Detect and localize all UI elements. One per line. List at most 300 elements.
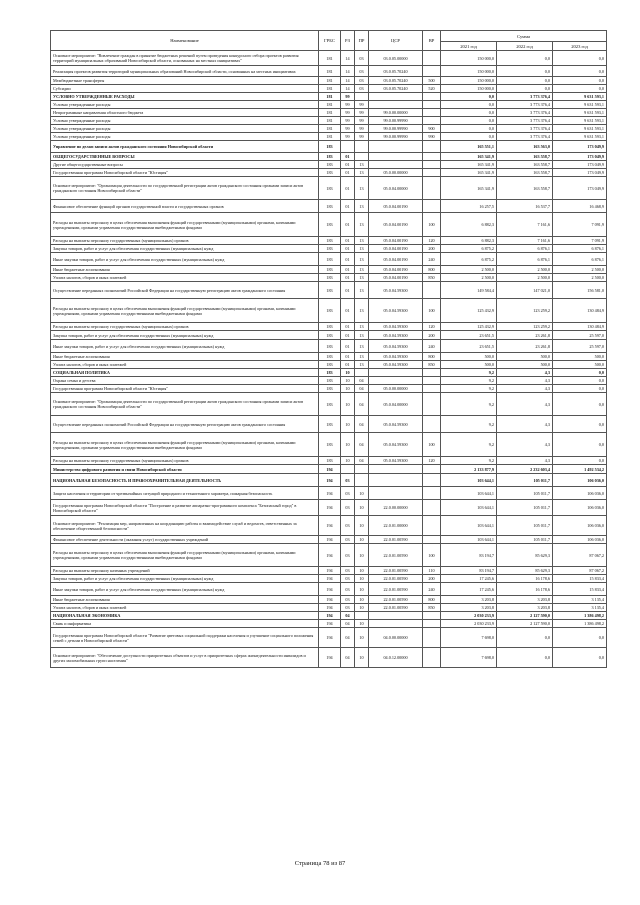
table-row: [51, 323, 607, 331]
row-vr: [423, 516, 441, 536]
row-rz: 01: [341, 299, 355, 323]
row-sum-2023: 9 631 593,1: [553, 101, 607, 109]
row-vr: 800: [423, 266, 441, 274]
table-row: [51, 353, 607, 361]
row-pr: [355, 369, 369, 377]
row-sum-2023: 9 631 593,1: [553, 109, 607, 117]
row-sum-2022: 4,3: [497, 377, 553, 385]
table-row: [51, 66, 607, 77]
row-name: СОЦИАЛЬНАЯ ПОЛИТИКА: [51, 369, 319, 377]
row-sum-2022: 3 773 376,4: [497, 125, 553, 133]
row-name: ОБЩЕГОСУДАРСТВЕННЫЕ ВОПРОСЫ: [51, 153, 319, 161]
row-name: Основное мероприятие: "Вовлечение граждан в принятие бюджетных решений путем проведения конкурсного отбора проектов развития территорий муниципальных образований Новосибирской области, основанных на местных инициативах": [51, 51, 319, 66]
row-sum-2021: 6 882,3: [441, 213, 497, 237]
row-grbs: 194: [319, 604, 341, 612]
row-name: Основное мероприятие: "Обеспечение доступности приоритетных объектов и услуг в приоритетных сферах жизнедеятельности инвалидов и других маломобильных групп населения": [51, 648, 319, 668]
row-sum-2022: 0,0: [497, 628, 553, 648]
row-grbs: 181: [319, 93, 341, 101]
row-grbs: 194: [319, 648, 341, 668]
row-sum-2022: 147 021,0: [497, 282, 553, 299]
row-sum-2022: 0,0: [497, 51, 553, 66]
row-vr: [423, 620, 441, 628]
row-name: Управление по делам записи актов гражданского состояния Новосибирской области: [51, 141, 319, 153]
row-vr: 100: [423, 299, 441, 323]
row-pr: 04: [355, 457, 369, 465]
row-name: Финансовое обеспечение функций органов государственной власти и государственных органов: [51, 200, 319, 213]
row-pr: [355, 612, 369, 620]
table-row: [51, 393, 607, 416]
row-pr: 10: [355, 583, 369, 596]
row-rz: 01: [341, 361, 355, 369]
row-grbs: 183: [319, 237, 341, 245]
row-sum-2023: 1 386 498,2: [553, 612, 607, 620]
table-row: [51, 628, 607, 648]
header-name: Наименование: [51, 31, 319, 51]
row-sum-2021: 0,0: [441, 125, 497, 133]
row-grbs: 194: [319, 465, 341, 474]
row-grbs: 183: [319, 416, 341, 433]
row-sum-2021: 103 644,1: [441, 500, 497, 516]
row-rz: 99: [341, 133, 355, 141]
row-sum-2021: 165 341,9: [441, 161, 497, 169]
row-vr: [423, 161, 441, 169]
row-csr: 05.0.04.00190: [369, 274, 423, 282]
row-pr: 13: [355, 282, 369, 299]
row-sum-2022: 2 500,0: [497, 274, 553, 282]
row-grbs: 181: [319, 109, 341, 117]
row-csr: 05.0.04.00000: [369, 177, 423, 200]
row-pr: 03: [355, 85, 369, 93]
row-csr: 05.0.04.59300: [369, 361, 423, 369]
row-pr: 04: [355, 416, 369, 433]
row-sum-2021: 2 133 877,9: [441, 465, 497, 474]
row-pr: 99: [355, 117, 369, 125]
row-grbs: 181: [319, 125, 341, 133]
row-sum-2023: 0,0: [553, 393, 607, 416]
row-vr: [423, 385, 441, 393]
row-pr: 13: [355, 323, 369, 331]
row-sum-2023: 500,0: [553, 353, 607, 361]
row-pr: 10: [355, 648, 369, 668]
row-sum-2023: 3 135,4: [553, 604, 607, 612]
row-pr: 10: [355, 500, 369, 516]
row-name: Иные закупки товаров, работ и услуг для обеспечения государственных (муниципальных) нужд: [51, 253, 319, 266]
row-vr: [423, 612, 441, 620]
row-rz: 03: [341, 516, 355, 536]
row-csr: [369, 377, 423, 385]
table-row: [51, 416, 607, 433]
row-sum-2022: 0,0: [497, 85, 553, 93]
row-sum-2023: 173 049,9: [553, 177, 607, 200]
row-grbs: 194: [319, 612, 341, 620]
row-name: Иные бюджетные ассигнования: [51, 266, 319, 274]
row-sum-2021: 6 882,3: [441, 237, 497, 245]
row-name: Закупка товаров, работ и услуг для обеспечения государственных (муниципальных) нужд: [51, 331, 319, 340]
row-sum-2021: 3 203,8: [441, 604, 497, 612]
row-rz: 10: [341, 385, 355, 393]
row-name: Условно утвержденные расходы: [51, 117, 319, 125]
row-csr: 03.0.05.70240: [369, 66, 423, 77]
row-vr: [423, 51, 441, 66]
row-csr: 05.0.04.00190: [369, 266, 423, 274]
table-row: [51, 361, 607, 369]
row-vr: [423, 648, 441, 668]
row-csr: 05.0.04.59300: [369, 433, 423, 457]
row-grbs: 183: [319, 361, 341, 369]
row-sum-2023: 156 581,0: [553, 282, 607, 299]
row-rz: 03: [341, 596, 355, 604]
table-row: [51, 604, 607, 612]
row-csr: 05.0.04.59300: [369, 353, 423, 361]
row-vr: [423, 177, 441, 200]
row-grbs: 181: [319, 117, 341, 125]
row-pr: 03: [355, 51, 369, 66]
row-pr: 10: [355, 575, 369, 583]
row-sum-2021: 0,0: [441, 93, 497, 101]
row-sum-2021: 7 698,0: [441, 628, 497, 648]
row-sum-2021: 23 651,5: [441, 340, 497, 353]
row-name: Связь и информатика: [51, 620, 319, 628]
row-name: Закупка товаров, работ и услуг для обеспечения государственных (муниципальных) нужд: [51, 575, 319, 583]
row-name: Государственная программа Новосибирской области "Развитие цветовых социальной поддержки населения и улучшение социального положения семей с детьми в Новосибирской области": [51, 628, 319, 648]
row-rz: 01: [341, 213, 355, 237]
row-vr: [423, 628, 441, 648]
row-sum-2021: 2 500,0: [441, 266, 497, 274]
row-sum-2022: 7 161,6: [497, 237, 553, 245]
row-name: Уплата налогов, сборов и иных платежей: [51, 604, 319, 612]
row-sum-2022: 0,0: [497, 648, 553, 668]
row-grbs: 194: [319, 516, 341, 536]
row-name: Расходы на выплаты персоналу государственных (муниципальных) органов: [51, 457, 319, 465]
row-rz: 99: [341, 117, 355, 125]
table-row: [51, 583, 607, 596]
row-csr: [369, 101, 423, 109]
table-row: [51, 385, 607, 393]
row-rz: 01: [341, 331, 355, 340]
row-pr: 13: [355, 266, 369, 274]
row-sum-2022: 0,0: [497, 77, 553, 85]
row-name: Осуществление переданных полномочий Российской Федерации на государственную регистрацию актов гражданского состояния: [51, 282, 319, 299]
row-sum-2022: 16 178,6: [497, 583, 553, 596]
row-name: УСЛОВНО УТВЕРЖДЕННЫЕ РАСХОДЫ: [51, 93, 319, 101]
row-csr: 22.0.01.00590: [369, 575, 423, 583]
row-sum-2022: 4,3: [497, 416, 553, 433]
row-vr: 240: [423, 253, 441, 266]
table-row: [51, 331, 607, 340]
row-grbs: 194: [319, 536, 341, 544]
row-name: Иные бюджетные ассигнования: [51, 596, 319, 604]
row-sum-2021: 2 500,0: [441, 274, 497, 282]
row-csr: 05.0.00.00000: [369, 385, 423, 393]
row-vr: 200: [423, 575, 441, 583]
row-rz: 01: [341, 169, 355, 177]
row-sum-2022: 3 773 376,4: [497, 101, 553, 109]
row-csr: 04.0.12.00000: [369, 648, 423, 668]
row-grbs: 194: [319, 596, 341, 604]
row-sum-2021: 103 644,1: [441, 516, 497, 536]
row-vr: 850: [423, 361, 441, 369]
row-vr: [423, 93, 441, 101]
row-rz: 10: [341, 433, 355, 457]
row-rz: [341, 141, 355, 153]
row-name: Финансовое обеспечение деятельности (оказания услуг) государственных учреждений: [51, 536, 319, 544]
row-pr: 13: [355, 353, 369, 361]
row-name: Основное мероприятие: "Организация деятельности по государственной регистрации актов гражданского состояния органами записи актов гражданского состояния Новосибирской области": [51, 177, 319, 200]
table-row: [51, 237, 607, 245]
row-sum-2021: 2 030 233,9: [441, 612, 497, 620]
row-grbs: 181: [319, 101, 341, 109]
row-sum-2023: 0,0: [553, 433, 607, 457]
row-vr: [423, 474, 441, 487]
row-sum-2022: 3 773 376,4: [497, 93, 553, 101]
row-vr: [423, 487, 441, 500]
table-row: [51, 487, 607, 500]
table-row: [51, 200, 607, 213]
row-sum-2023: 0,0: [553, 66, 607, 77]
row-sum-2023: 106 036,0: [553, 536, 607, 544]
row-rz: 01: [341, 323, 355, 331]
row-rz: 01: [341, 340, 355, 353]
table-row: [51, 177, 607, 200]
row-sum-2023: 173 049,9: [553, 169, 607, 177]
table-row: [51, 141, 607, 153]
row-sum-2023: 6 876,1: [553, 253, 607, 266]
row-vr: 100: [423, 433, 441, 457]
row-sum-2021: 103 644,1: [441, 474, 497, 487]
row-grbs: 183: [319, 161, 341, 169]
row-name: Иные бюджетные ассигнования: [51, 353, 319, 361]
row-rz: 10: [341, 393, 355, 416]
row-vr: 800: [423, 596, 441, 604]
row-rz: 01: [341, 153, 355, 161]
row-pr: 04: [355, 393, 369, 416]
row-pr: 10: [355, 536, 369, 544]
row-csr: 22.0.00.00000: [369, 500, 423, 516]
row-pr: 13: [355, 253, 369, 266]
row-name: Другие общегосударственные вопросы: [51, 161, 319, 169]
row-vr: 120: [423, 237, 441, 245]
table-row: [51, 465, 607, 474]
row-sum-2023: 106 036,0: [553, 474, 607, 487]
header-year-2021: 2021 год: [441, 42, 497, 51]
row-sum-2021: 150 000,0: [441, 85, 497, 93]
row-name: Субсидии: [51, 85, 319, 93]
row-sum-2021: 9,2: [441, 369, 497, 377]
row-sum-2022: 3 773 376,4: [497, 109, 553, 117]
row-sum-2022: 4,3: [497, 457, 553, 465]
row-pr: 99: [355, 133, 369, 141]
table-body: [51, 51, 607, 668]
row-grbs: 194: [319, 583, 341, 596]
row-sum-2023: 7 091,9: [553, 237, 607, 245]
table-row: [51, 544, 607, 567]
row-csr: [369, 369, 423, 377]
row-csr: [369, 93, 423, 101]
row-pr: 99: [355, 109, 369, 117]
row-name: Министерство цифрового развития и связи Новосибирской области: [51, 465, 319, 474]
row-vr: 100: [423, 213, 441, 237]
row-csr: 04.0.00.00000: [369, 628, 423, 648]
table-row: [51, 51, 607, 66]
row-vr: 850: [423, 604, 441, 612]
row-rz: 01: [341, 177, 355, 200]
row-name: Охрана семьи и детства: [51, 377, 319, 385]
row-vr: [423, 117, 441, 125]
row-vr: [423, 369, 441, 377]
row-grbs: 183: [319, 153, 341, 161]
row-sum-2021: 3 203,8: [441, 596, 497, 604]
row-grbs: 181: [319, 85, 341, 93]
budget-table: [50, 30, 607, 668]
row-sum-2021: 9,2: [441, 377, 497, 385]
table-row: [51, 101, 607, 109]
row-sum-2021: 125 432,9: [441, 323, 497, 331]
row-sum-2022: 4,3: [497, 369, 553, 377]
row-sum-2023: 2 500,0: [553, 266, 607, 274]
row-grbs: 183: [319, 169, 341, 177]
row-pr: 10: [355, 628, 369, 648]
row-vr: 100: [423, 544, 441, 567]
row-rz: 03: [341, 474, 355, 487]
row-vr: [423, 536, 441, 544]
row-grbs: 194: [319, 474, 341, 487]
row-sum-2022: 163 563,0: [497, 141, 553, 153]
table-row: [51, 274, 607, 282]
row-grbs: 183: [319, 353, 341, 361]
row-pr: 13: [355, 274, 369, 282]
row-name: Уплата налогов, сборов и иных платежей: [51, 274, 319, 282]
row-sum-2021: 0,0: [441, 117, 497, 125]
row-rz: 03: [341, 500, 355, 516]
row-rz: 01: [341, 282, 355, 299]
row-grbs: 183: [319, 323, 341, 331]
row-pr: 03: [355, 66, 369, 77]
table-row: [51, 299, 607, 323]
row-csr: 05.0.04.00190: [369, 253, 423, 266]
row-sum-2022: 163 558,7: [497, 153, 553, 161]
table-row: [51, 213, 607, 237]
table-header: [51, 31, 607, 51]
row-grbs: 183: [319, 274, 341, 282]
row-grbs: 194: [319, 487, 341, 500]
row-pr: 13: [355, 340, 369, 353]
row-name: Расходы на выплаты персоналу в целях обеспечения выполнения функций государственными (муниципальными) органами, казенными учреждениями, органами управления государственными внебюджетными фондами: [51, 544, 319, 567]
row-sum-2021: 0,0: [441, 109, 497, 117]
row-pr: 99: [355, 101, 369, 109]
row-name: Расходы на выплаты персоналу государственных (муниципальных) органов: [51, 237, 319, 245]
row-sum-2023: 87 067,2: [553, 567, 607, 575]
row-sum-2022: 3 773 376,4: [497, 117, 553, 125]
row-sum-2023: 9 631 593,1: [553, 133, 607, 141]
row-pr: 13: [355, 177, 369, 200]
row-vr: 240: [423, 583, 441, 596]
row-sum-2023: 0,0: [553, 77, 607, 85]
row-grbs: 183: [319, 377, 341, 385]
table-row: [51, 474, 607, 487]
row-sum-2021: 0,0: [441, 133, 497, 141]
row-grbs: 183: [319, 340, 341, 353]
row-sum-2021: 165 341,9: [441, 177, 497, 200]
row-csr: [369, 465, 423, 474]
row-sum-2023: 16 468,9: [553, 200, 607, 213]
row-sum-2023: 0,0: [553, 51, 607, 66]
row-sum-2022: 4,3: [497, 433, 553, 457]
row-pr: 13: [355, 331, 369, 340]
row-rz: 10: [341, 416, 355, 433]
row-sum-2022: 85 629,3: [497, 567, 553, 575]
row-sum-2022: 6 876,1: [497, 245, 553, 253]
row-grbs: 181: [319, 51, 341, 66]
row-rz: 03: [341, 604, 355, 612]
row-name: Осуществление переданных полномочий Российской Федерации на государственную регистрацию актов гражданского состояния: [51, 416, 319, 433]
row-vr: [423, 282, 441, 299]
row-vr: [423, 377, 441, 385]
page-number: Страница 78 из 87: [294, 860, 346, 867]
row-csr: 05.0.04.00190: [369, 200, 423, 213]
table-row: [51, 253, 607, 266]
row-sum-2021: 9,2: [441, 393, 497, 416]
row-grbs: 183: [319, 200, 341, 213]
row-csr: [369, 620, 423, 628]
row-vr: 120: [423, 323, 441, 331]
row-csr: 05.0.04.00000: [369, 393, 423, 416]
row-sum-2022: 123 259,2: [497, 323, 553, 331]
row-sum-2022: 163 558,7: [497, 169, 553, 177]
row-vr: 110: [423, 567, 441, 575]
row-vr: [423, 101, 441, 109]
row-sum-2023: 0,0: [553, 457, 607, 465]
row-sum-2022: 123 259,2: [497, 299, 553, 323]
row-csr: 05.0.04.00190: [369, 245, 423, 253]
row-sum-2022: 105 011,7: [497, 516, 553, 536]
row-sum-2022: 7 161,6: [497, 213, 553, 237]
row-sum-2023: 0,0: [553, 85, 607, 93]
row-sum-2021: 17 245,6: [441, 583, 497, 596]
row-rz: 10: [341, 377, 355, 385]
row-csr: 05.0.04.59300: [369, 340, 423, 353]
row-name: Расходы на выплаты персоналу в целях обеспечения выполнения функций государственными (муниципальными) органами, казенными учреждениями, органами управления государственными внебюджетными фондами: [51, 213, 319, 237]
row-name: Расходы на выплаты персоналу государственных (муниципальных) органов: [51, 323, 319, 331]
row-sum-2023: 15 833,4: [553, 575, 607, 583]
row-csr: 99.0.00.99990: [369, 117, 423, 125]
row-vr: [423, 109, 441, 117]
row-rz: 99: [341, 93, 355, 101]
row-grbs: 183: [319, 141, 341, 153]
row-sum-2022: 23 261,8: [497, 331, 553, 340]
row-sum-2021: 9,2: [441, 457, 497, 465]
row-name: Иные закупки товаров, работ и услуг для обеспечения государственных (муниципальных) нужд: [51, 340, 319, 353]
row-sum-2023: 173 049,9: [553, 153, 607, 161]
row-rz: 03: [341, 544, 355, 567]
row-csr: 99.0.00.99990: [369, 133, 423, 141]
row-grbs: 181: [319, 77, 341, 85]
row-name: Условно утвержденные расходы: [51, 133, 319, 141]
row-vr: 200: [423, 331, 441, 340]
row-csr: 03.0.05.70240: [369, 85, 423, 93]
header-grbs: ГРБС: [319, 31, 341, 51]
row-sum-2021: 165 341,9: [441, 153, 497, 161]
row-csr: 22.0.01.00590: [369, 536, 423, 544]
table-row: [51, 169, 607, 177]
table-row: [51, 369, 607, 377]
row-csr: 05.0.04.59300: [369, 416, 423, 433]
row-vr: 120: [423, 457, 441, 465]
row-sum-2021: 9,2: [441, 385, 497, 393]
row-sum-2023: 3 135,4: [553, 596, 607, 604]
row-sum-2023: 0,0: [553, 416, 607, 433]
row-rz: 04: [341, 628, 355, 648]
row-grbs: 194: [319, 567, 341, 575]
